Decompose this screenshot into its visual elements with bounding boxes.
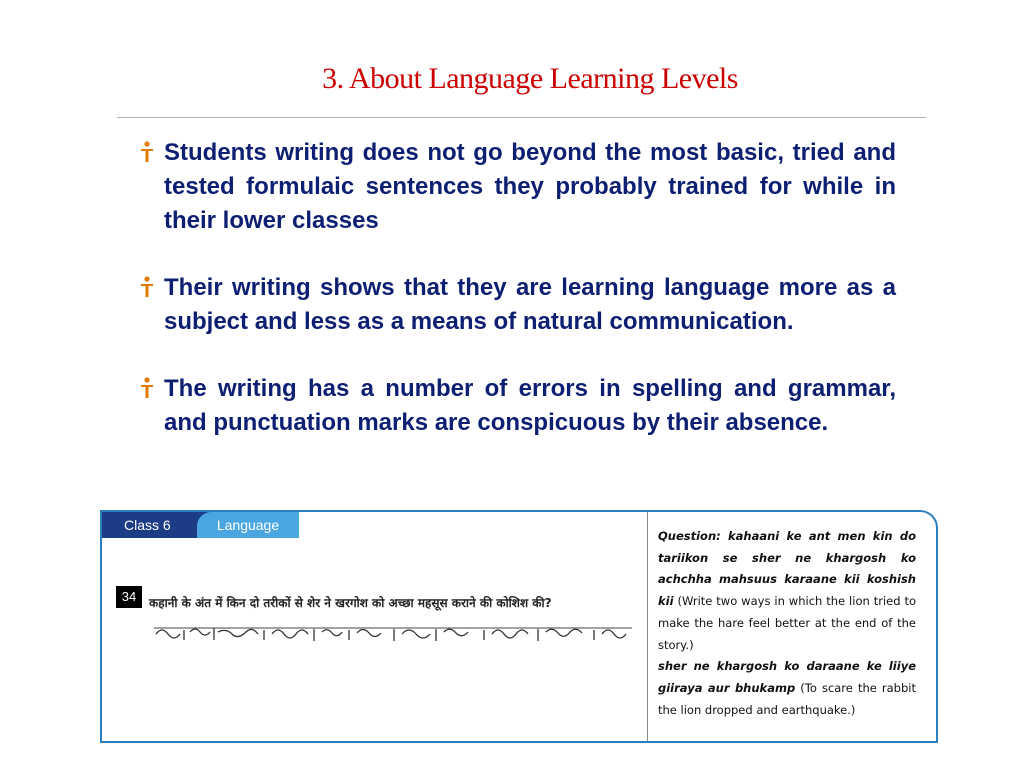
student-work-figure — [100, 510, 938, 743]
question-transliteration: Question: kahaani ke ant men kin do tariikon se sher ne khargosh ko achchha mahsuus karaane kii koshish kii — [658, 529, 916, 609]
class-label: Class 6 — [102, 512, 212, 538]
answer-english: (To scare the rabbit the lion dropped and earthquake.) — [658, 680, 916, 717]
handwritten-answer-image — [154, 620, 634, 648]
title-divider — [117, 117, 926, 118]
answer-transliteration: sher ne khargosh ko daraane ke liiye giiraya aur bhukamp — [658, 659, 916, 695]
person-figure-icon — [140, 377, 154, 399]
bullet-text: Their writing shows that they are learning language more as a subject and less as a means of natural communication. — [164, 274, 896, 335]
question-hindi: कहानी के अंत में किन दो तरीकों से शेर ने खरगोश को अच्छा महसूस कराने की कोशिश की? — [149, 596, 552, 610]
bullet-text: Students writing does not go beyond the most basic, tried and tested formulaic sentences they probably trained for while in their lower classes — [164, 139, 896, 234]
person-figure-icon — [140, 276, 154, 298]
figure-header — [102, 512, 312, 538]
question-number: 34 — [116, 586, 142, 608]
subject-label: Language — [197, 512, 299, 538]
figure-column-divider — [647, 512, 648, 741]
bullet-item — [140, 372, 896, 440]
bullet-item — [140, 136, 896, 238]
question-english: (Write two ways in which the lion tried to make the hare feel better at the end of the story.) — [658, 594, 917, 652]
bullet-item — [140, 271, 896, 339]
bullet-text: The writing has a number of errors in spelling and grammar, and punctuation marks are conspicuous by their absence. — [164, 375, 896, 436]
person-figure-icon — [140, 141, 154, 163]
slide-title: 3. About Language Learning Levels — [322, 62, 738, 95]
bullet-list — [140, 136, 896, 473]
translation-panel — [658, 526, 916, 721]
